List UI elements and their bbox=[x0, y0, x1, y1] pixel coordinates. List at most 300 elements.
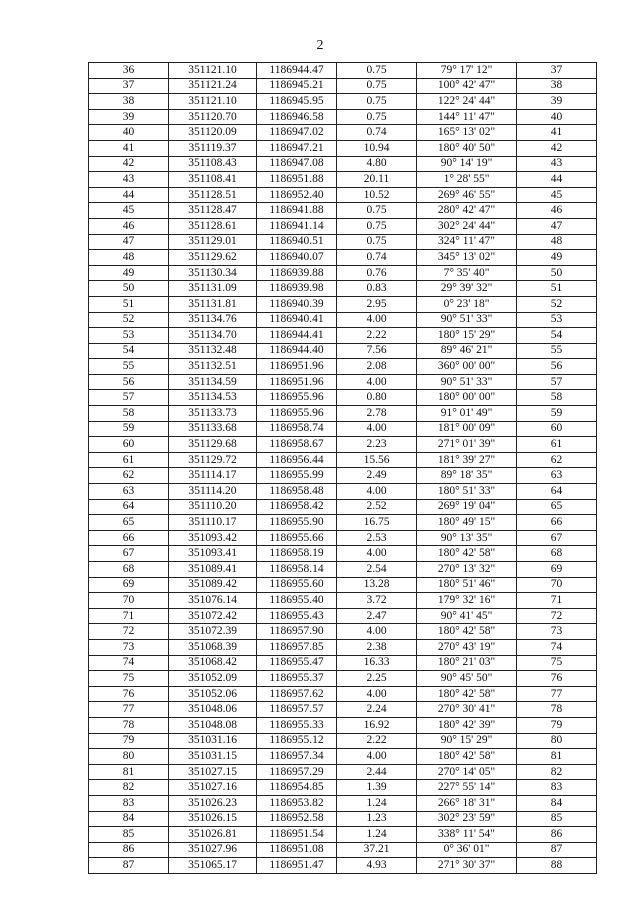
table-row bbox=[89, 686, 597, 702]
next-point-cell: 78 bbox=[517, 702, 597, 718]
direction-angle-cell: 345° 13' 02" bbox=[417, 250, 517, 266]
next-point-cell: 67 bbox=[517, 530, 597, 546]
y-coordinate-cell: 1186940.39 bbox=[257, 296, 337, 312]
point-number-cell: 63 bbox=[89, 484, 169, 500]
x-coordinate-cell: 351129.62 bbox=[169, 250, 257, 266]
distance-cell: 2.78 bbox=[337, 406, 417, 422]
point-number-cell: 45 bbox=[89, 203, 169, 219]
x-coordinate-cell: 351027.96 bbox=[169, 842, 257, 858]
distance-cell: 16.33 bbox=[337, 655, 417, 671]
point-number-cell: 54 bbox=[89, 343, 169, 359]
direction-angle-cell: 89° 46' 21" bbox=[417, 343, 517, 359]
x-coordinate-cell: 351110.20 bbox=[169, 499, 257, 515]
point-number-cell: 74 bbox=[89, 655, 169, 671]
x-coordinate-cell: 351031.15 bbox=[169, 749, 257, 765]
distance-cell: 2.08 bbox=[337, 359, 417, 375]
x-coordinate-cell: 351068.39 bbox=[169, 639, 257, 655]
next-point-cell: 69 bbox=[517, 562, 597, 578]
x-coordinate-cell: 351121.24 bbox=[169, 78, 257, 94]
x-coordinate-cell: 351108.41 bbox=[169, 172, 257, 188]
y-coordinate-cell: 1186940.51 bbox=[257, 234, 337, 250]
y-coordinate-cell: 1186956.44 bbox=[257, 452, 337, 468]
x-coordinate-cell: 351129.01 bbox=[169, 234, 257, 250]
table-row bbox=[89, 218, 597, 234]
point-number-cell: 75 bbox=[89, 671, 169, 687]
table-row bbox=[89, 140, 597, 156]
next-point-cell: 47 bbox=[517, 218, 597, 234]
point-number-cell: 39 bbox=[89, 109, 169, 125]
distance-cell: 0.74 bbox=[337, 125, 417, 141]
distance-cell: 2.23 bbox=[337, 437, 417, 453]
y-coordinate-cell: 1186955.66 bbox=[257, 530, 337, 546]
distance-cell: 4.00 bbox=[337, 312, 417, 328]
table-row bbox=[89, 671, 597, 687]
distance-cell: 2.22 bbox=[337, 328, 417, 344]
coordinates-table-body bbox=[89, 63, 597, 874]
distance-cell: 2.24 bbox=[337, 702, 417, 718]
next-point-cell: 83 bbox=[517, 780, 597, 796]
x-coordinate-cell: 351093.41 bbox=[169, 546, 257, 562]
direction-angle-cell: 181° 39' 27" bbox=[417, 452, 517, 468]
distance-cell: 0.76 bbox=[337, 265, 417, 281]
y-coordinate-cell: 1186955.33 bbox=[257, 717, 337, 733]
y-coordinate-cell: 1186944.47 bbox=[257, 63, 337, 79]
table-row bbox=[89, 702, 597, 718]
distance-cell: 1.24 bbox=[337, 827, 417, 843]
next-point-cell: 54 bbox=[517, 328, 597, 344]
table-row bbox=[89, 624, 597, 640]
x-coordinate-cell: 351134.53 bbox=[169, 390, 257, 406]
direction-angle-cell: 271° 30' 37" bbox=[417, 858, 517, 874]
x-coordinate-cell: 351128.51 bbox=[169, 187, 257, 203]
table-row bbox=[89, 359, 597, 375]
next-point-cell: 37 bbox=[517, 63, 597, 79]
next-point-cell: 39 bbox=[517, 94, 597, 110]
next-point-cell: 43 bbox=[517, 156, 597, 172]
direction-angle-cell: 227° 55' 14" bbox=[417, 780, 517, 796]
distance-cell: 16.92 bbox=[337, 717, 417, 733]
next-point-cell: 66 bbox=[517, 515, 597, 531]
distance-cell: 1.24 bbox=[337, 795, 417, 811]
point-number-cell: 81 bbox=[89, 764, 169, 780]
next-point-cell: 56 bbox=[517, 359, 597, 375]
y-coordinate-cell: 1186957.85 bbox=[257, 639, 337, 655]
y-coordinate-cell: 1186955.40 bbox=[257, 593, 337, 609]
y-coordinate-cell: 1186940.07 bbox=[257, 250, 337, 266]
point-number-cell: 47 bbox=[89, 234, 169, 250]
next-point-cell: 79 bbox=[517, 717, 597, 733]
next-point-cell: 60 bbox=[517, 421, 597, 437]
x-coordinate-cell: 351134.76 bbox=[169, 312, 257, 328]
distance-cell: 1.39 bbox=[337, 780, 417, 796]
direction-angle-cell: 179° 32' 16" bbox=[417, 593, 517, 609]
direction-angle-cell: 89° 18' 35" bbox=[417, 468, 517, 484]
distance-cell: 0.75 bbox=[337, 203, 417, 219]
next-point-cell: 55 bbox=[517, 343, 597, 359]
direction-angle-cell: 180° 51' 33" bbox=[417, 484, 517, 500]
y-coordinate-cell: 1186957.29 bbox=[257, 764, 337, 780]
next-point-cell: 73 bbox=[517, 624, 597, 640]
point-number-cell: 53 bbox=[89, 328, 169, 344]
next-point-cell: 72 bbox=[517, 608, 597, 624]
next-point-cell: 50 bbox=[517, 265, 597, 281]
table-row bbox=[89, 577, 597, 593]
direction-angle-cell: 144° 11' 47" bbox=[417, 109, 517, 125]
x-coordinate-cell: 351072.42 bbox=[169, 608, 257, 624]
distance-cell: 0.74 bbox=[337, 250, 417, 266]
x-coordinate-cell: 351048.08 bbox=[169, 717, 257, 733]
point-number-cell: 85 bbox=[89, 827, 169, 843]
distance-cell: 2.25 bbox=[337, 671, 417, 687]
y-coordinate-cell: 1186953.82 bbox=[257, 795, 337, 811]
distance-cell: 4.00 bbox=[337, 624, 417, 640]
point-number-cell: 50 bbox=[89, 281, 169, 297]
direction-angle-cell: 270° 43' 19" bbox=[417, 639, 517, 655]
next-point-cell: 62 bbox=[517, 452, 597, 468]
x-coordinate-cell: 351131.81 bbox=[169, 296, 257, 312]
table-row bbox=[89, 749, 597, 765]
table-row bbox=[89, 265, 597, 281]
x-coordinate-cell: 351132.51 bbox=[169, 359, 257, 375]
point-number-cell: 56 bbox=[89, 374, 169, 390]
distance-cell: 2.95 bbox=[337, 296, 417, 312]
table-row bbox=[89, 390, 597, 406]
distance-cell: 0.75 bbox=[337, 63, 417, 79]
y-coordinate-cell: 1186958.67 bbox=[257, 437, 337, 453]
x-coordinate-cell: 351072.39 bbox=[169, 624, 257, 640]
table-row bbox=[89, 421, 597, 437]
direction-angle-cell: 180° 42' 58" bbox=[417, 624, 517, 640]
y-coordinate-cell: 1186957.62 bbox=[257, 686, 337, 702]
distance-cell: 10.52 bbox=[337, 187, 417, 203]
point-number-cell: 72 bbox=[89, 624, 169, 640]
distance-cell: 2.44 bbox=[337, 764, 417, 780]
next-point-cell: 71 bbox=[517, 593, 597, 609]
next-point-cell: 51 bbox=[517, 281, 597, 297]
next-point-cell: 87 bbox=[517, 842, 597, 858]
x-coordinate-cell: 351089.41 bbox=[169, 562, 257, 578]
x-coordinate-cell: 351131.09 bbox=[169, 281, 257, 297]
x-coordinate-cell: 351134.59 bbox=[169, 374, 257, 390]
x-coordinate-cell: 351031.16 bbox=[169, 733, 257, 749]
table-row bbox=[89, 343, 597, 359]
x-coordinate-cell: 351133.68 bbox=[169, 421, 257, 437]
y-coordinate-cell: 1186958.42 bbox=[257, 499, 337, 515]
distance-cell: 13.28 bbox=[337, 577, 417, 593]
table-row bbox=[89, 452, 597, 468]
direction-angle-cell: 271° 01' 39" bbox=[417, 437, 517, 453]
direction-angle-cell: 180° 49' 15" bbox=[417, 515, 517, 531]
point-number-cell: 68 bbox=[89, 562, 169, 578]
direction-angle-cell: 90° 41' 45" bbox=[417, 608, 517, 624]
distance-cell: 0.75 bbox=[337, 234, 417, 250]
point-number-cell: 37 bbox=[89, 78, 169, 94]
table-row bbox=[89, 562, 597, 578]
table-row bbox=[89, 406, 597, 422]
direction-angle-cell: 180° 00' 00" bbox=[417, 390, 517, 406]
point-number-cell: 70 bbox=[89, 593, 169, 609]
next-point-cell: 77 bbox=[517, 686, 597, 702]
x-coordinate-cell: 351129.72 bbox=[169, 452, 257, 468]
table-row bbox=[89, 530, 597, 546]
point-number-cell: 57 bbox=[89, 390, 169, 406]
direction-angle-cell: 90° 15' 29" bbox=[417, 733, 517, 749]
table-row bbox=[89, 187, 597, 203]
table-row bbox=[89, 374, 597, 390]
table-row bbox=[89, 858, 597, 874]
distance-cell: 0.83 bbox=[337, 281, 417, 297]
point-number-cell: 64 bbox=[89, 499, 169, 515]
x-coordinate-cell: 351108.43 bbox=[169, 156, 257, 172]
table-row bbox=[89, 717, 597, 733]
y-coordinate-cell: 1186951.96 bbox=[257, 374, 337, 390]
point-number-cell: 38 bbox=[89, 94, 169, 110]
direction-angle-cell: 0° 23' 18" bbox=[417, 296, 517, 312]
point-number-cell: 61 bbox=[89, 452, 169, 468]
direction-angle-cell: 324° 11' 47" bbox=[417, 234, 517, 250]
distance-cell: 16.75 bbox=[337, 515, 417, 531]
direction-angle-cell: 270° 14' 05" bbox=[417, 764, 517, 780]
point-number-cell: 62 bbox=[89, 468, 169, 484]
table-row bbox=[89, 655, 597, 671]
direction-angle-cell: 269° 19' 04" bbox=[417, 499, 517, 515]
table-row bbox=[89, 312, 597, 328]
y-coordinate-cell: 1186955.60 bbox=[257, 577, 337, 593]
next-point-cell: 85 bbox=[517, 811, 597, 827]
next-point-cell: 84 bbox=[517, 795, 597, 811]
y-coordinate-cell: 1186951.96 bbox=[257, 359, 337, 375]
x-coordinate-cell: 351076.14 bbox=[169, 593, 257, 609]
next-point-cell: 81 bbox=[517, 749, 597, 765]
y-coordinate-cell: 1186939.98 bbox=[257, 281, 337, 297]
next-point-cell: 70 bbox=[517, 577, 597, 593]
next-point-cell: 41 bbox=[517, 125, 597, 141]
x-coordinate-cell: 351068.42 bbox=[169, 655, 257, 671]
point-number-cell: 71 bbox=[89, 608, 169, 624]
point-number-cell: 84 bbox=[89, 811, 169, 827]
next-point-cell: 76 bbox=[517, 671, 597, 687]
x-coordinate-cell: 351110.17 bbox=[169, 515, 257, 531]
point-number-cell: 77 bbox=[89, 702, 169, 718]
x-coordinate-cell: 351027.16 bbox=[169, 780, 257, 796]
y-coordinate-cell: 1186941.14 bbox=[257, 218, 337, 234]
y-coordinate-cell: 1186940.41 bbox=[257, 312, 337, 328]
point-number-cell: 60 bbox=[89, 437, 169, 453]
distance-cell: 1.23 bbox=[337, 811, 417, 827]
next-point-cell: 68 bbox=[517, 546, 597, 562]
next-point-cell: 61 bbox=[517, 437, 597, 453]
distance-cell: 2.47 bbox=[337, 608, 417, 624]
y-coordinate-cell: 1186947.21 bbox=[257, 140, 337, 156]
table-row bbox=[89, 827, 597, 843]
x-coordinate-cell: 351114.17 bbox=[169, 468, 257, 484]
direction-angle-cell: 79° 17' 12" bbox=[417, 63, 517, 79]
x-coordinate-cell: 351026.15 bbox=[169, 811, 257, 827]
point-number-cell: 52 bbox=[89, 312, 169, 328]
table-row bbox=[89, 109, 597, 125]
direction-angle-cell: 7° 35' 40" bbox=[417, 265, 517, 281]
point-number-cell: 46 bbox=[89, 218, 169, 234]
point-number-cell: 49 bbox=[89, 265, 169, 281]
y-coordinate-cell: 1186955.90 bbox=[257, 515, 337, 531]
next-point-cell: 82 bbox=[517, 764, 597, 780]
table-row bbox=[89, 484, 597, 500]
x-coordinate-cell: 351114.20 bbox=[169, 484, 257, 500]
point-number-cell: 65 bbox=[89, 515, 169, 531]
direction-angle-cell: 302° 23' 59" bbox=[417, 811, 517, 827]
table-row bbox=[89, 515, 597, 531]
y-coordinate-cell: 1186958.14 bbox=[257, 562, 337, 578]
direction-angle-cell: 180° 42' 39" bbox=[417, 717, 517, 733]
direction-angle-cell: 122° 24' 44" bbox=[417, 94, 517, 110]
y-coordinate-cell: 1186955.12 bbox=[257, 733, 337, 749]
point-number-cell: 87 bbox=[89, 858, 169, 874]
next-point-cell: 45 bbox=[517, 187, 597, 203]
x-coordinate-cell: 351134.70 bbox=[169, 328, 257, 344]
y-coordinate-cell: 1186946.58 bbox=[257, 109, 337, 125]
x-coordinate-cell: 351026.81 bbox=[169, 827, 257, 843]
point-number-cell: 78 bbox=[89, 717, 169, 733]
distance-cell: 37.21 bbox=[337, 842, 417, 858]
point-number-cell: 73 bbox=[89, 639, 169, 655]
direction-angle-cell: 280° 42' 47" bbox=[417, 203, 517, 219]
x-coordinate-cell: 351093.42 bbox=[169, 530, 257, 546]
distance-cell: 15.56 bbox=[337, 452, 417, 468]
coordinates-table bbox=[88, 62, 597, 874]
y-coordinate-cell: 1186951.54 bbox=[257, 827, 337, 843]
distance-cell: 0.75 bbox=[337, 94, 417, 110]
distance-cell: 7.56 bbox=[337, 343, 417, 359]
next-point-cell: 57 bbox=[517, 374, 597, 390]
next-point-cell: 44 bbox=[517, 172, 597, 188]
next-point-cell: 42 bbox=[517, 140, 597, 156]
y-coordinate-cell: 1186944.41 bbox=[257, 328, 337, 344]
table-row bbox=[89, 94, 597, 110]
direction-angle-cell: 270° 30' 41" bbox=[417, 702, 517, 718]
x-coordinate-cell: 351120.09 bbox=[169, 125, 257, 141]
point-number-cell: 41 bbox=[89, 140, 169, 156]
x-coordinate-cell: 351052.09 bbox=[169, 671, 257, 687]
table-row bbox=[89, 780, 597, 796]
next-point-cell: 58 bbox=[517, 390, 597, 406]
x-coordinate-cell: 351121.10 bbox=[169, 94, 257, 110]
distance-cell: 2.52 bbox=[337, 499, 417, 515]
direction-angle-cell: 90° 45' 50" bbox=[417, 671, 517, 687]
x-coordinate-cell: 351129.68 bbox=[169, 437, 257, 453]
y-coordinate-cell: 1186957.34 bbox=[257, 749, 337, 765]
x-coordinate-cell: 351121.10 bbox=[169, 63, 257, 79]
table-row bbox=[89, 437, 597, 453]
y-coordinate-cell: 1186954.85 bbox=[257, 780, 337, 796]
y-coordinate-cell: 1186951.88 bbox=[257, 172, 337, 188]
x-coordinate-cell: 351120.70 bbox=[169, 109, 257, 125]
direction-angle-cell: 90° 51' 33" bbox=[417, 312, 517, 328]
point-number-cell: 69 bbox=[89, 577, 169, 593]
distance-cell: 3.72 bbox=[337, 593, 417, 609]
distance-cell: 4.00 bbox=[337, 546, 417, 562]
next-point-cell: 63 bbox=[517, 468, 597, 484]
direction-angle-cell: 90° 13' 35" bbox=[417, 530, 517, 546]
direction-angle-cell: 360° 00' 00" bbox=[417, 359, 517, 375]
x-coordinate-cell: 351027.15 bbox=[169, 764, 257, 780]
x-coordinate-cell: 351065.17 bbox=[169, 858, 257, 874]
table-row bbox=[89, 811, 597, 827]
direction-angle-cell: 180° 21' 03" bbox=[417, 655, 517, 671]
y-coordinate-cell: 1186947.08 bbox=[257, 156, 337, 172]
point-number-cell: 83 bbox=[89, 795, 169, 811]
next-point-cell: 46 bbox=[517, 203, 597, 219]
y-coordinate-cell: 1186941.88 bbox=[257, 203, 337, 219]
direction-angle-cell: 269° 46' 55" bbox=[417, 187, 517, 203]
x-coordinate-cell: 351089.42 bbox=[169, 577, 257, 593]
distance-cell: 4.80 bbox=[337, 156, 417, 172]
point-number-cell: 79 bbox=[89, 733, 169, 749]
table-row bbox=[89, 296, 597, 312]
x-coordinate-cell: 351119.37 bbox=[169, 140, 257, 156]
y-coordinate-cell: 1186952.58 bbox=[257, 811, 337, 827]
distance-cell: 0.75 bbox=[337, 109, 417, 125]
table-row bbox=[89, 795, 597, 811]
x-coordinate-cell: 351128.61 bbox=[169, 218, 257, 234]
direction-angle-cell: 180° 15' 29" bbox=[417, 328, 517, 344]
direction-angle-cell: 180° 42' 58" bbox=[417, 749, 517, 765]
table-row bbox=[89, 468, 597, 484]
table-row bbox=[89, 281, 597, 297]
point-number-cell: 76 bbox=[89, 686, 169, 702]
distance-cell: 4.00 bbox=[337, 484, 417, 500]
table-row bbox=[89, 63, 597, 79]
next-point-cell: 52 bbox=[517, 296, 597, 312]
y-coordinate-cell: 1186955.47 bbox=[257, 655, 337, 671]
x-coordinate-cell: 351048.06 bbox=[169, 702, 257, 718]
y-coordinate-cell: 1186955.37 bbox=[257, 671, 337, 687]
direction-angle-cell: 100° 42' 47" bbox=[417, 78, 517, 94]
table-row bbox=[89, 328, 597, 344]
point-number-cell: 40 bbox=[89, 125, 169, 141]
x-coordinate-cell: 351130.34 bbox=[169, 265, 257, 281]
y-coordinate-cell: 1186958.19 bbox=[257, 546, 337, 562]
y-coordinate-cell: 1186947.02 bbox=[257, 125, 337, 141]
direction-angle-cell: 91° 01' 49" bbox=[417, 406, 517, 422]
point-number-cell: 86 bbox=[89, 842, 169, 858]
direction-angle-cell: 180° 51' 46" bbox=[417, 577, 517, 593]
table-row bbox=[89, 172, 597, 188]
direction-angle-cell: 90° 51' 33" bbox=[417, 374, 517, 390]
next-point-cell: 65 bbox=[517, 499, 597, 515]
point-number-cell: 58 bbox=[89, 406, 169, 422]
distance-cell: 2.22 bbox=[337, 733, 417, 749]
y-coordinate-cell: 1186958.74 bbox=[257, 421, 337, 437]
y-coordinate-cell: 1186958.48 bbox=[257, 484, 337, 500]
table-row bbox=[89, 156, 597, 172]
table-row bbox=[89, 499, 597, 515]
y-coordinate-cell: 1186955.96 bbox=[257, 406, 337, 422]
table-row bbox=[89, 250, 597, 266]
table-row bbox=[89, 608, 597, 624]
direction-angle-cell: 29° 39' 32" bbox=[417, 281, 517, 297]
distance-cell: 2.54 bbox=[337, 562, 417, 578]
next-point-cell: 88 bbox=[517, 858, 597, 874]
point-number-cell: 48 bbox=[89, 250, 169, 266]
next-point-cell: 64 bbox=[517, 484, 597, 500]
distance-cell: 4.93 bbox=[337, 858, 417, 874]
y-coordinate-cell: 1186957.90 bbox=[257, 624, 337, 640]
point-number-cell: 59 bbox=[89, 421, 169, 437]
direction-angle-cell: 270° 13' 32" bbox=[417, 562, 517, 578]
point-number-cell: 51 bbox=[89, 296, 169, 312]
y-coordinate-cell: 1186951.47 bbox=[257, 858, 337, 874]
table-row bbox=[89, 546, 597, 562]
